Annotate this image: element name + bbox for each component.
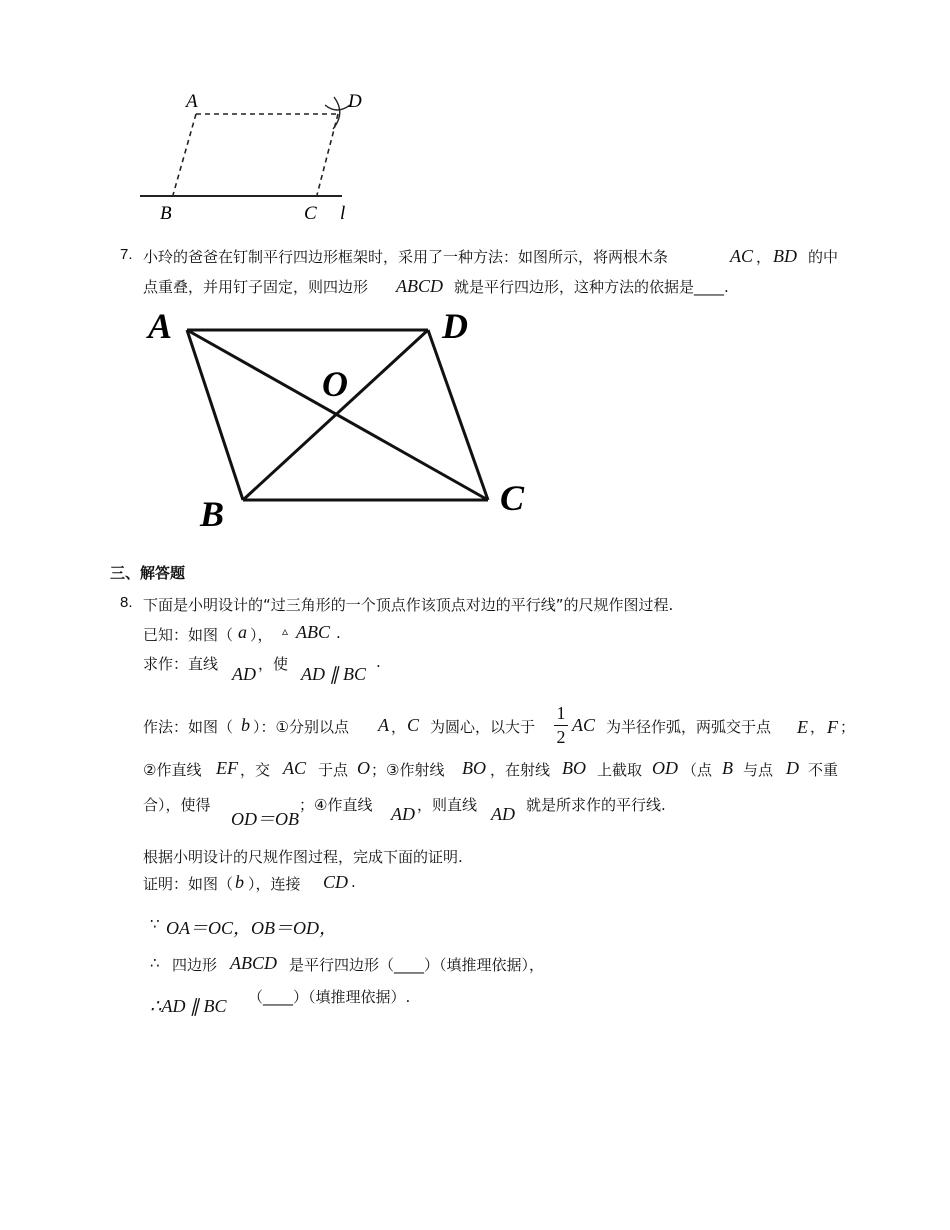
math-ad: AD (491, 804, 515, 824)
question-intro: 下面是小明设计的“过三角形的一个顶点作该顶点对边的平行线”的尺规作图过程. (143, 596, 674, 614)
vertex-c-label: C (500, 478, 525, 518)
vertex-b-label: B (200, 494, 225, 534)
point-b-label: B (160, 203, 172, 224)
question-text: 的中 (808, 248, 839, 266)
proof-text: 证明：如图（ (143, 875, 234, 893)
method-text: ，交 (240, 761, 271, 779)
method-text: ，在射线 (490, 761, 551, 779)
question-text: 就是平行四边形，这种方法的依据是____. (454, 278, 729, 296)
method-text: 合），使得 (143, 796, 211, 814)
math-a: a (238, 622, 247, 642)
proof-text: . (351, 873, 356, 891)
math-e: E (797, 717, 808, 737)
separator: ， (391, 718, 407, 736)
vertex-d-label: D (442, 306, 468, 346)
fraction-denominator: 2 (556, 727, 566, 747)
math-abcd: ABCD (230, 953, 277, 973)
method-text: ； (840, 718, 856, 736)
question-number: 8. (120, 594, 133, 611)
math-ac: AC (730, 246, 754, 266)
method-text: ②作直线 (143, 761, 202, 779)
proof-step3-text: （____）（填推理依据）. (248, 988, 411, 1006)
known-text: 已知：如图（ (143, 626, 234, 644)
required-text: . (376, 653, 381, 671)
math-ad: AD (391, 804, 415, 824)
method-text: ；④作直线 (299, 796, 373, 814)
math-bo: BO (562, 758, 586, 778)
method-text: 于点 (318, 761, 349, 779)
math-d-point: D (786, 758, 799, 778)
proof-step2-text: 是平行四边形（____）（填推理依据）， (289, 956, 545, 974)
math-bo: BO (462, 758, 486, 778)
math-ac: AC (572, 715, 596, 735)
math-ef: EF (216, 758, 238, 778)
math-step1: OA＝OC，OB＝OD， (166, 918, 337, 938)
math-f: F (827, 717, 838, 737)
vertex-a-label: A (148, 306, 173, 346)
math-od-eq-ob: OD＝OB (231, 809, 299, 829)
math-abc: ABC (296, 622, 330, 642)
math-od: OD (652, 758, 678, 778)
proof-prompt: 根据小明设计的尺规作图过程，完成下面的证明. (143, 848, 463, 866)
math-ad-parallel-bc: AD ∥ BC (301, 664, 366, 684)
math-cd: CD (323, 872, 349, 892)
center-o-label: O (322, 364, 348, 404)
math-b-point: B (722, 758, 733, 778)
known-text: . (336, 624, 341, 642)
method-text: 不重 (808, 761, 839, 779)
method-text: 与点 (743, 761, 774, 779)
math-a-point: A (378, 715, 389, 735)
proof-text: ），连接 (248, 875, 301, 893)
separator: ， (756, 248, 772, 266)
construction-figure (120, 85, 380, 230)
method-text: 上截取 (597, 761, 643, 779)
required-text: 求作：直线 (143, 655, 219, 673)
method-text: 为半径作弧，两弧交于点 (606, 718, 772, 736)
method-text: （点 (682, 761, 713, 779)
math-bd: BD (773, 246, 797, 266)
math-step3: ∴AD ∥ BC (150, 996, 227, 1016)
method-text: 为圆心，以大于 (430, 718, 536, 736)
question-number: 7. (120, 246, 133, 263)
fraction-numerator: 1 (556, 703, 566, 723)
method-text: 作法：如图（ (143, 718, 234, 736)
point-d-label: D (348, 91, 362, 112)
therefore-symbol: ∴ (150, 954, 160, 972)
math-abcd: ABCD (396, 276, 443, 296)
math-b: b (241, 715, 250, 735)
required-text: ，使 (258, 655, 289, 673)
math-c-point: C (407, 715, 420, 735)
math-ac: AC (283, 758, 307, 778)
question-text: 点重叠，并用钉子固定，则四边形 (143, 278, 369, 296)
known-text: ）， (250, 626, 273, 644)
separator: ， (810, 718, 826, 736)
point-a-label: A (186, 91, 198, 112)
method-text: ）：①分别以点 (253, 718, 349, 736)
fraction-bar (554, 725, 568, 726)
method-text: ；③作射线 (371, 761, 445, 779)
section-title: 三、解答题 (110, 564, 186, 582)
line-l-label: l (340, 203, 346, 224)
math-o: O (357, 758, 370, 778)
because-symbol: ∵ (150, 915, 160, 933)
method-text: 就是所求作的平行线. (526, 796, 666, 814)
point-c-label: C (304, 203, 317, 224)
math-b: b (235, 872, 244, 892)
parallelogram-figure (140, 300, 540, 535)
math-ad: AD (232, 664, 256, 684)
proof-step2-text: 四边形 (172, 956, 218, 974)
question-text: 小玲的爸爸在钉制平行四边形框架时，采用了一种方法：如图所示，将两根木条 (143, 248, 669, 266)
method-text: ，则直线 (417, 796, 478, 814)
triangle-icon: ▵ (282, 624, 289, 638)
